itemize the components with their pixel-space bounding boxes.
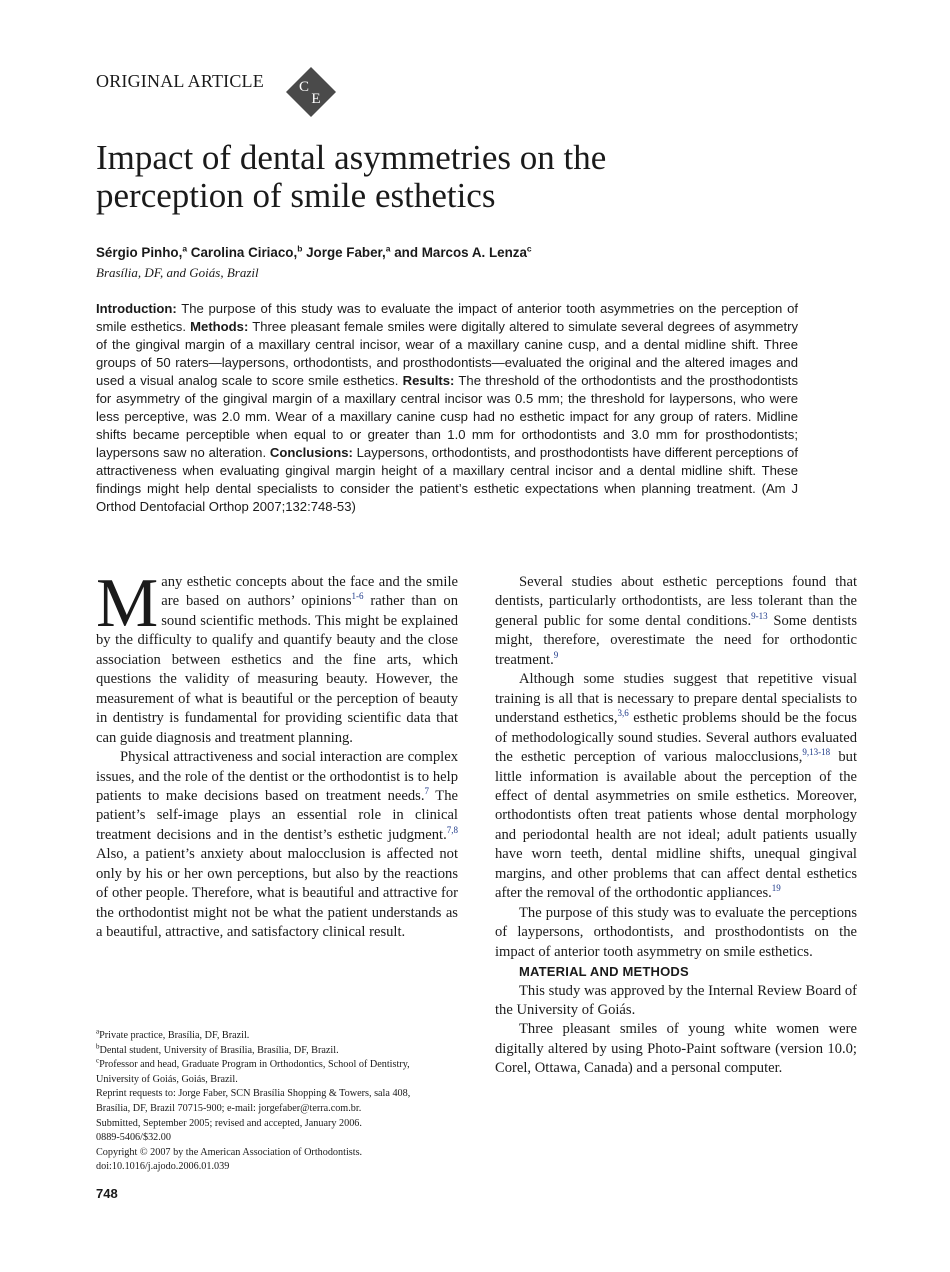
doi: doi:10.1016/j.ajodo.2006.01.039: [96, 1161, 230, 1173]
author-affil-sup: c: [526, 243, 532, 254]
citation-link[interactable]: 9: [553, 649, 559, 660]
abstract-conclusions-label: Conclusions:: [269, 445, 353, 460]
footnote-marker: b: [96, 1042, 100, 1051]
body-text: Some dentists might, therefore, overestimate the need for orthodontic treatment.: [495, 612, 857, 668]
ce-badge-letter-e: E: [311, 91, 321, 107]
body-text: any esthetic concepts about the face and the smile are based on authors’ opinions: [161, 574, 458, 610]
abstract-conclusions-text: Laypersons, orthodontists, and prosthodontists have different perceptions of attractiveness when evaluating gingival margin height of a maxillary central incisor and a dental midline shift. These findings might help dental specialists to consider the patient’s esthetic expectations when planning treatment. (Am J Orthod Dentofacial Orthop 2007;132:748-53): [96, 445, 798, 514]
abstract: [96, 300, 798, 516]
citation-link[interactable]: 7: [424, 786, 429, 797]
footnote-text: Dental student, University of Brasília, Brasília, DF, Brazil.: [99, 1044, 339, 1056]
body-paragraph: [96, 748, 458, 943]
body-paragraph: The purpose of this study was to evaluate the perceptions of laypersons, orthodontists, and prosthodontists on the impact of anterior tooth asymmetry on smile esthetics.: [495, 904, 857, 960]
footnote-c-cont: University of Goiás, Goiás, Brazil.: [96, 1073, 238, 1085]
abstract-results-text: The threshold of the orthodontists and the prosthodontists for asymmetry of the gingival margin of a maxillary central incisor was 0.5 mm; the threshold for laypersons, who were less perceptive, was 2.0 mm. Wear of a maxillary canine cusp had no esthetic impact for any group of raters. Midline shifts became perceptible when equal to or greater than 1.0 mm for orthodontists and 3.0 mm for prosthodontists; laypersons saw no alteration.: [96, 373, 798, 460]
body-paragraph: [495, 573, 857, 670]
body-text: The patient’s self-image plays an essential role in clinical treatment decisions and in the dentist’s esthetic judgment.: [96, 787, 458, 843]
body-column-left: [96, 565, 458, 943]
author-name: Sérgio Pinho,: [96, 245, 183, 260]
body-text: rather than on sound scientific methods. This might be explained by the difficulty to qualify and quantify beauty and the close association between esthetics and the fine arts, which questions the validity of measuring beauty. However, the measurement of what is beautiful or the perception of beauty in dentistry is fundamental for providing scientific data that can guide diagnosis and treatment planning.: [96, 593, 458, 746]
body-column-right: [495, 573, 857, 1079]
author-affil-sup: a: [182, 243, 188, 254]
footnote-marker: c: [96, 1056, 100, 1065]
body-text: Although some studies suggest that repetitive visual training is all that is necessary to prepare dental specialists to understand esthetics,: [495, 671, 857, 727]
body-text: esthetic problems should be the focus of methodologically sound studies. Several authors evaluated the esthetic perception of various malocclusions,: [495, 710, 857, 766]
ce-badge-icon: [285, 66, 337, 118]
abstract-intro-label: Introduction:: [96, 301, 177, 316]
reprint-line-2: Brasília, DF, Brazil 70715-900; e-mail: jorgefaber@terra.com.br.: [96, 1102, 362, 1114]
ce-badge-letter-c: C: [298, 79, 310, 95]
submission-dates: Submitted, September 2005; revised and accepted, January 2006.: [96, 1117, 362, 1129]
body-text: Physical attractiveness and social interaction are complex issues, and the role of the dentist or the orthodontist is to help patients to make decisions based on treatment needs.: [96, 749, 458, 804]
author-name: Jorge Faber,: [302, 245, 386, 260]
page-number: 748: [96, 1186, 118, 1201]
footnote-marker: a: [96, 1027, 100, 1036]
copyright: Copyright © 2007 by the American Association of Orthodontists.: [96, 1146, 363, 1158]
citation-link[interactable]: 1-6: [351, 591, 364, 602]
body-text: Also, a patient’s anxiety about malocclusion is affected not only by his or her own perceptions, but also by the reactions of other people. Therefore, what is beautiful and attractive for the orthodontist might not be what the patient understands as a beautiful, attractive, and satisfactory clinical result.: [96, 846, 458, 941]
body-paragraph: This study was approved by the Internal Review Board of the University of Goiás.: [495, 982, 857, 1018]
body-paragraph: Three pleasant smiles of young white women were digitally altered by using Photo-Paint software (version 10.0; Corel, Ottawa, Canada) and a personal computer.: [495, 1021, 857, 1077]
author-list: [96, 245, 532, 260]
citation-link[interactable]: 7,8: [446, 825, 458, 836]
drop-cap: M: [96, 565, 159, 642]
issn: 0889-5406/$32.00: [96, 1132, 171, 1144]
section-heading: MATERIAL AND METHODS: [519, 964, 689, 980]
author-locations: Brasília, DF, and Goiás, Brazil: [96, 265, 259, 280]
footnote-c: [96, 1058, 458, 1073]
citation-link[interactable]: 9,13-18: [802, 747, 831, 758]
citation-link[interactable]: 19: [771, 883, 781, 894]
author-affil-sup: b: [297, 243, 303, 254]
footnote-a: [96, 1029, 458, 1044]
body-text: but little information is available about the perception of the effect of dental asymmetries on smile esthetics. Moreover, orthodontists often treat patients whose dental morphology and periodontal health are not ideal; adult patients usually have worn teeth, dental midline shifts, unequal gingival margins, and other problems that can affect dental esthetics after the removal of the orthodontic appliances.: [495, 749, 857, 902]
abstract-methods-text: Three pleasant female smiles were digitally altered to simulate several degrees of asymmetry of the gingival margin of a maxillary central incisor, wear of a maxillary canine cusp, and a dental midline shift. Three groups of 50 raters—laypersons, orthodontists, and prosthodontists—evaluated the original and the altered images and used a visual analog scale to score smile esthetics.: [96, 319, 799, 388]
body-paragraph: [96, 565, 458, 748]
footnotes: [96, 1029, 458, 1175]
author-affil-sup: a: [385, 243, 391, 254]
author-name: and Marcos A. Lenza: [390, 245, 527, 260]
reprint-line-1: Reprint requests to: Jorge Faber, SCN Brasília Shopping & Towers, sala 408,: [96, 1088, 411, 1100]
footnote-b: [96, 1044, 458, 1059]
citation-link[interactable]: 3,6: [617, 708, 629, 719]
footnote-text: Private practice, Brasília, DF, Brazil.: [99, 1030, 250, 1041]
title-line-1: Impact of dental asymmetries on the: [96, 138, 607, 177]
abstract-intro-text: The purpose of this study was to evaluate the impact of anterior tooth asymmetries on the perception of smile esthetics.: [96, 301, 798, 334]
citation-link[interactable]: 9-13: [751, 611, 768, 622]
body-text: Several studies about esthetic perceptions found that dentists, particularly orthodontists, are less tolerant than the general public for some dental conditions.: [495, 574, 857, 629]
article-title: [96, 139, 856, 215]
title-line-2: perception of smile esthetics: [96, 176, 496, 215]
footnote-text: Professor and head, Graduate Program in Orthodontics, School of Dentistry,: [99, 1059, 410, 1071]
section-label: ORIGINAL ARTICLE: [96, 71, 264, 91]
author-name: Carolina Ciriaco,: [187, 245, 298, 260]
abstract-results-label: Results:: [402, 373, 455, 388]
body-paragraph: [495, 670, 857, 903]
abstract-methods-label: Methods:: [190, 319, 249, 334]
